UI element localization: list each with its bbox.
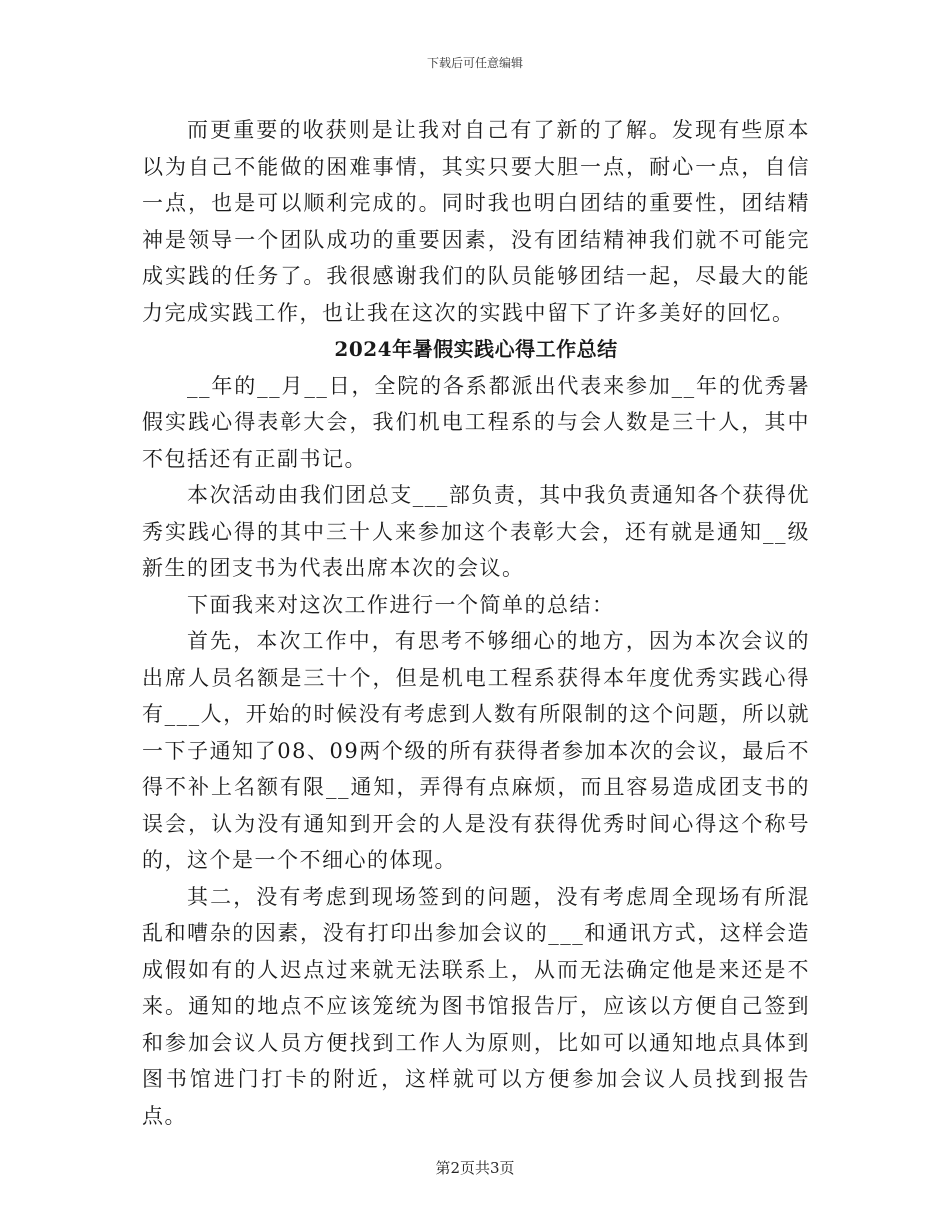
body-paragraph: 下面我来对这次工作进行一个简单的总结： <box>187 592 615 617</box>
page-number-footer: 第2页共3页 <box>435 1159 515 1177</box>
intro-paragraph: 而更重要的收获则是让我对自己有了新的了解。发现有些原本以为自己不能做的困难事情，其实只要大胆一点，耐心一点，自信一点，也是可以顺利完成的。同时我也明白团结的重要性，团结精神是领导一个团队成功的重要因素，没有团结精神我们就不可能完成实践的任务了。我很感谢我们的队员能够团结一起，尽最大的能力完成实践工作，也让我在这次的实践中留下了许多美好的回忆。 <box>142 118 810 325</box>
body-paragraph: 首先，本次工作中，有思考不够细心的地方，因为本次会议的出席人员名额是三十个，但是机电工程系获得本年度优秀实践心得有___人，开始的时候没有考虑到人数有所限制的这个问题，所以就一下子通知了08、09两个级的所有获得者参加本次的会议，最后不得不补上名额有限__通知，弄得有点麻烦，而且容易造成团支书的误会，认为没有通知到开会的人是没有获得优秀时间心得这个称号的，这个是一个不细心的体现。 <box>142 629 810 872</box>
body-paragraph: __年的__月__日，全院的各系都派出代表来参加__年的优秀暑假实践心得表彰大会，我们机电工程系的与会人数是三十人，其中不包括还有正副书记。 <box>142 373 810 471</box>
page-header: 下载后可任意编辑 <box>426 56 523 70</box>
document-body <box>142 112 810 1134</box>
section-title: 2024年暑假实践心得工作总结 <box>334 337 618 361</box>
body-paragraph: 本次活动由我们团总支___部负责，其中我负责通知各个获得优秀实践心得的其中三十人来参加这个表彰大会，还有就是通知__级新生的团支书为代表出席本次的会议。 <box>142 483 810 580</box>
body-paragraph: 其二，没有考虑到现场签到的问题，没有考虑周全现场有所混乱和嘈杂的因素，没有打印出参加会议的___和通讯方式，这样会造成假如有的人迟点过来就无法联系上，从而无法确定他是来还是不来。通知的地点不应该笼统为图书馆报告厅，应该以方便自己签到和参加会议人员方便找到工作人为原则，比如可以通知地点具体到图书馆进门打卡的附近，这样就可以方便参加会议人员找到报告点。 <box>142 884 810 1128</box>
